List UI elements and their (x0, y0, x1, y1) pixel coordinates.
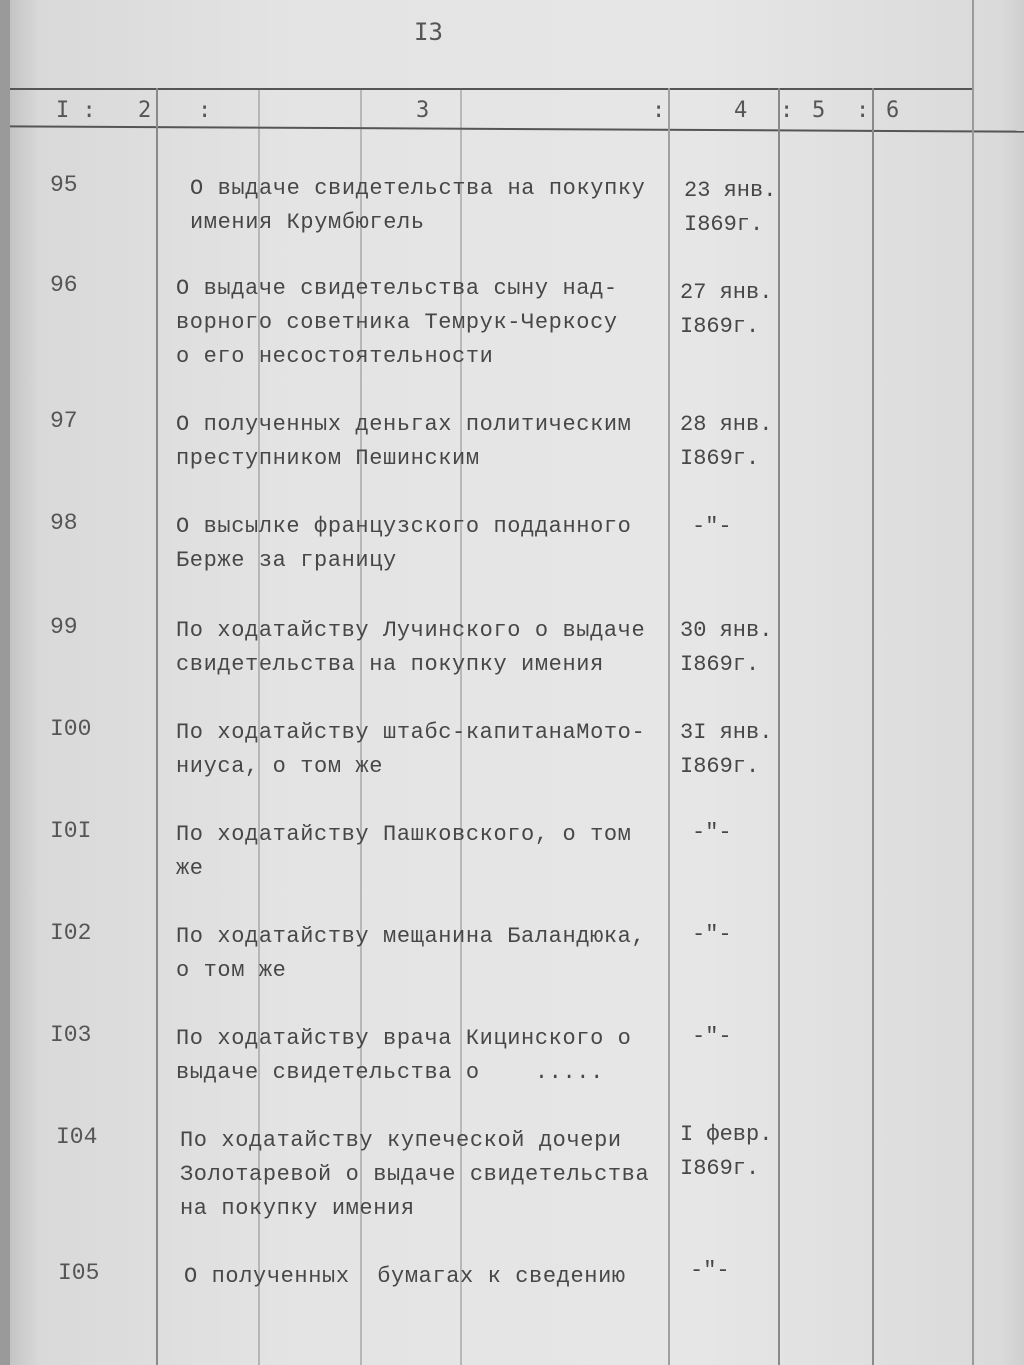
column-divider-1 (156, 88, 158, 1365)
row-date: -"- (690, 1258, 730, 1283)
page-binding-edge (0, 0, 10, 1365)
row-number: 96 (50, 272, 78, 298)
column-header-sep-4: : (856, 98, 870, 123)
row-description: О выдаче свидетельства сыну над- ворного советника Темрук-Черкосу о его несостоятельности (176, 276, 618, 369)
column-divider-5 (972, 0, 974, 1365)
row-description: О высылке французского подданного Берже за границу (176, 514, 632, 573)
row-number: I0I (50, 818, 92, 844)
column-header-4: 4 (734, 98, 748, 123)
row-date: -"- (692, 514, 732, 539)
row-number: 95 (50, 172, 78, 198)
column-header-3: 3 (416, 98, 430, 123)
column-header-sep-2: : (652, 98, 666, 123)
row-description: По ходатайству мещанина Баландюка, о том же (176, 924, 646, 983)
row-description: О выдаче свидетельства на покупку имения Крумбюгель (190, 176, 646, 235)
row-number: I05 (58, 1260, 100, 1286)
row-description: По ходатайству штабс-капитанаМото- ниуса, о том же (176, 720, 646, 779)
row-number: I02 (50, 920, 92, 946)
row-description: По ходатайству Пашковского, о том же (176, 822, 632, 881)
row-date: 30 янв. I869г. (680, 618, 773, 677)
row-date: -"- (692, 820, 732, 845)
column-header-sep-3: : (780, 98, 794, 123)
column-header-1: I : (56, 98, 96, 123)
row-description: По ходатайству купеческой дочери Золотаревой о выдаче свидетельства на покупку имения (180, 1128, 650, 1221)
row-number: I03 (50, 1022, 92, 1048)
row-date: -"- (692, 922, 732, 947)
row-date: -"- (692, 1024, 732, 1049)
column-header-5: 5 (812, 98, 826, 123)
page-number: I3 (414, 18, 443, 46)
row-number: 99 (50, 614, 78, 640)
row-description: По ходатайству врача Кицинского о выдаче свидетельства о ..... (176, 1026, 632, 1085)
column-header-2: 2 (138, 98, 152, 123)
column-header-sep-1: : (198, 98, 212, 123)
row-number: 98 (50, 510, 78, 536)
row-date: I февр. I869г. (680, 1122, 773, 1181)
row-date: 23 янв. I869г. (684, 178, 777, 237)
row-date: 28 янв. I869г. (680, 412, 773, 471)
row-number: I00 (50, 716, 92, 742)
column-divider-4 (872, 88, 874, 1365)
row-number: 97 (50, 408, 78, 434)
row-description: О полученных бумагах к сведению (184, 1264, 626, 1289)
row-description: О полученных деньгах политическим преступником Пешинским (176, 412, 632, 471)
column-header-6: 6 (886, 98, 900, 123)
row-date: 3I янв. I869г. (680, 720, 773, 779)
row-description: По ходатайству Лучинского о выдаче свидетельства на покупку имения (176, 618, 646, 677)
table-top-rule (10, 88, 974, 90)
row-date: 27 янв. I869г. (680, 280, 773, 339)
row-number: I04 (56, 1124, 98, 1150)
